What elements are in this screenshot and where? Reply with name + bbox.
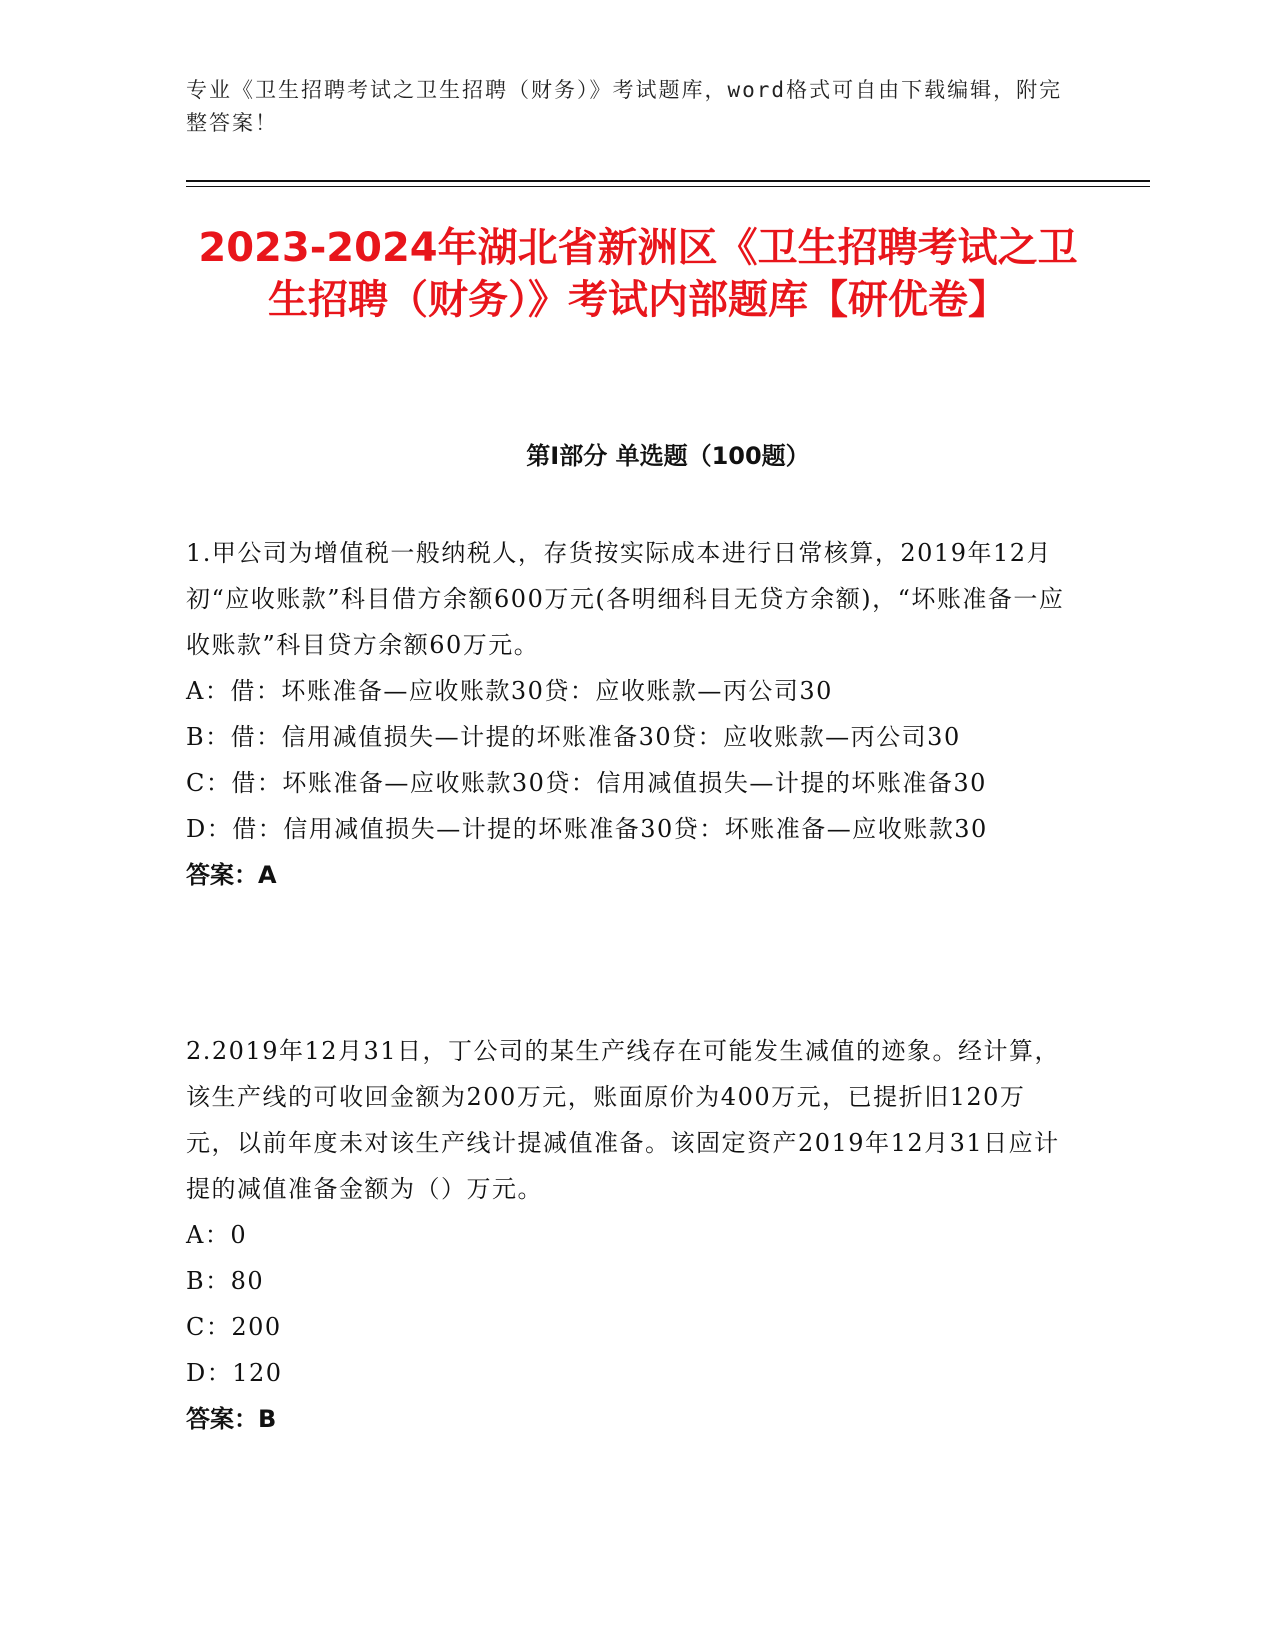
option-d: D：借：信用减值损失—计提的坏账准备30贷：坏账准备—应收账款30	[186, 815, 988, 843]
question-stem: 1.甲公司为增值税一般纳税人，存货按实际成本进行日常核算，2019年12月初“应收账款”科目借方余额600万元(各明细科目无贷方余额)，“坏账准备一应收账款”科目贷方余额60万元。	[186, 539, 1065, 659]
header-note: 专业《卫生招聘考试之卫生招聘（财务）》考试题库，word格式可自由下载编辑，附完整答案！	[186, 78, 1063, 135]
option-c: C：借：坏账准备—应收账款30贷：信用减值损失—计提的坏账准备30	[186, 769, 987, 797]
document-title: 2023-2024年湖北省新洲区《卫生招聘考试之卫生招聘（财务）》考试内部题库【研优卷】	[198, 225, 1078, 323]
option-b: B：借：信用减值损失—计提的坏账准备30贷：应收账款—丙公司30	[186, 723, 961, 751]
option-a: A：0	[186, 1221, 248, 1249]
header-rule	[186, 180, 1150, 182]
header-rule-thin	[186, 186, 1150, 187]
option-c: C：200	[186, 1313, 282, 1341]
answer: 答案：A	[186, 861, 277, 889]
section-heading: 第I部分 单选题（100题）	[526, 442, 810, 470]
option-d: D：120	[186, 1359, 283, 1387]
question-1	[186, 530, 1066, 898]
answer: 答案：B	[186, 1405, 277, 1433]
question-stem: 2.2019年12月31日，丁公司的某生产线存在可能发生减值的迹象。经计算，该生产线的可收回金额为200万元，账面原价为400万元，已提折旧120万元，以前年度未对该生产线计提减值准备。该固定资产2019年12月31日应计提的减值准备金额为（）万元。	[186, 1037, 1061, 1203]
option-a: A：借：坏账准备—应收账款30贷：应收账款—丙公司30	[186, 677, 833, 705]
option-b: B：80	[186, 1267, 265, 1295]
question-2	[186, 1028, 1066, 1442]
